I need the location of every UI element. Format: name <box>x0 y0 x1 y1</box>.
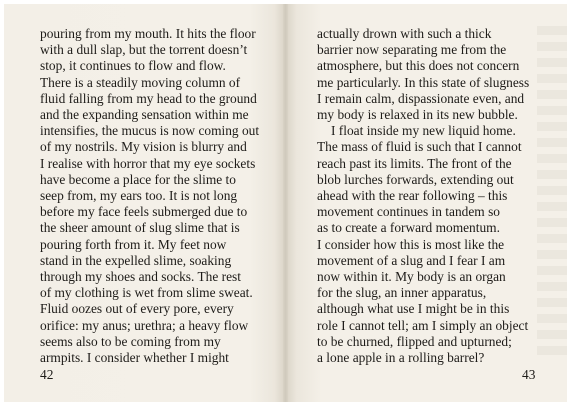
text-line: movement continues in tandem so <box>317 204 500 220</box>
right-page <box>288 4 567 402</box>
text-line: barrier now separating me from the <box>317 42 507 58</box>
text-line: although what use I might be in this <box>317 301 510 317</box>
text-line: intensifies, the mucus is now coming out <box>40 123 260 139</box>
text-line: ahead with the rear following – this <box>317 188 508 204</box>
paragraph-start-line: I float inside my new liquid home. <box>331 123 516 139</box>
text-line: my body is relaxed in its new bubble. <box>317 107 518 123</box>
text-line: atmosphere, but this does not concern <box>317 58 520 74</box>
text-line: armpits. I consider whether I might <box>40 350 229 366</box>
text-line: Fluid oozes out of every pore, every <box>40 301 234 317</box>
text-line: reach past its limits. The front of the <box>317 155 512 171</box>
text-line: stop, it continues to flow and flow. <box>40 58 226 74</box>
text-line: I remain calm, dispassionate even, and <box>317 90 525 106</box>
text-line: I realise with horror that my eye sockets <box>40 155 256 171</box>
text-line: have become a place for the slime to <box>40 171 236 187</box>
text-line: of my clothing is wet from slime sweat. <box>40 285 253 301</box>
text-line: I consider how this is most like the <box>317 236 505 252</box>
text-line: pouring from my mouth. It hits the floor <box>40 26 256 41</box>
text-line: seep from, my ears too. It is not long <box>40 188 238 204</box>
text-line: The mass of fluid is such that I cannot <box>317 139 522 155</box>
text-line: through my shoes and socks. The rest <box>40 269 241 285</box>
page-number: 43 <box>522 367 536 382</box>
text-line: blob lurches forwards, extending out <box>317 171 514 187</box>
left-page-text <box>40 26 280 366</box>
text-line: orifice: my anus; urethra; a heavy flow <box>40 317 249 333</box>
text-line: There is a steadily moving column of <box>40 74 241 90</box>
text-line: movement of a slug and I fear I am <box>317 252 506 268</box>
text-line: as to create a forward momentum. <box>317 220 500 236</box>
text-line: role I cannot tell; am I simply an object <box>317 317 529 333</box>
text-line: fluid falling from my head to the ground <box>40 90 257 106</box>
text-line: me particularly. In this state of slugness <box>317 74 530 90</box>
text-line: to be churned, flipped and upturned; <box>317 333 512 349</box>
text-line: of my nostrils. My vision is blurry and <box>40 139 247 155</box>
right-page-text <box>317 26 565 366</box>
text-line: stand in the expelled slime, soaking <box>40 252 232 268</box>
text-line: now within it. My body is an organ <box>317 269 506 285</box>
left-page <box>4 4 283 402</box>
text-line: before my face feels submerged due to <box>40 204 248 220</box>
text-line: a lone apple in a rolling barrel? <box>317 350 485 366</box>
text-line: the sheer amount of slug slime that is <box>40 220 240 236</box>
text-line: with a dull slap, but the torrent doesn’t <box>40 42 248 58</box>
text-line: and the expanding sensation within me <box>40 107 249 123</box>
page-number: 42 <box>40 367 54 382</box>
text-line: actually drown with such a thick <box>317 26 492 41</box>
text-line: pouring forth from it. My feet now <box>40 236 227 252</box>
text-line: for the slug, an inner apparatus, <box>317 285 487 301</box>
text-line: seems also to be coming from my <box>40 333 221 349</box>
